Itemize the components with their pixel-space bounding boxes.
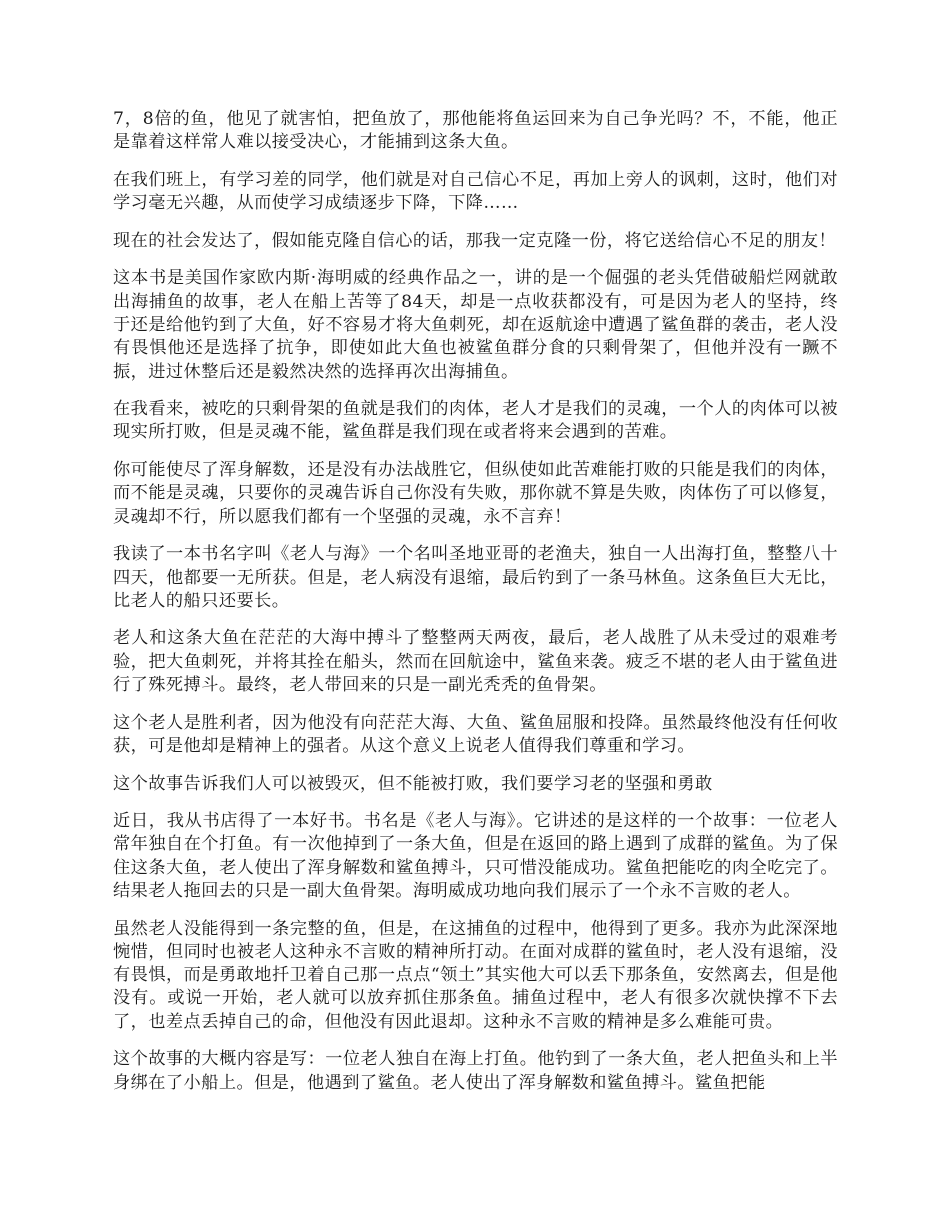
paragraph: 在我们班上，有学习差的同学，他们就是对自己信心不足，再加上旁人的讽刺，这时，他们对学习毫无兴趣，从而使学习成绩逐步下降，下降……	[113, 169, 838, 214]
paragraph: 现在的社会发达了，假如能克隆自信心的话，那我一定克隆一份，将它送给信心不足的朋友！	[113, 230, 837, 251]
paragraph: 你可能使尽了浑身解数，还是没有办法战胜它，但纵使如此苦难能打败的只能是我们的肉体，而不能是灵魂，只要你的灵魂告诉自己你没有失败，那你就不算是失败，肉体伤了可以修复，灵魂却不行，所以愿我们都有一个坚强的灵魂，永不言弃！	[113, 460, 838, 527]
paragraph: 这本书是美国作家欧内斯·海明威的经典作品之一，讲的是一个倔强的老头凭借破船烂网就敢出海捕鱼的故事，老人在船上苦等了84天，却是一点收获都没有，可是因为老人的坚持，终于还是给他钓到了大鱼，好不容易才将大鱼刺死，却在返航途中遭遇了鲨鱼群的袭击，老人没有畏惧他还是选择了抗争，即使如此大鱼也被鲨鱼群分食的只剩骨架了，但他并没有一蹶不振，进过休整后还是毅然决然的选择再次出海捕鱼。	[113, 268, 838, 382]
paragraph: 近日，我从书店得了一本好书。书名是《老人与海》。它讲述的是这样的一个故事：一位老人常年独自在个打鱼。有一次他掉到了一条大鱼，但是在返回的路上遇到了成群的鲨鱼。为了保住这条大鱼，老人使出了浑身解数和鲨鱼搏斗，只可惜没能成功。鲨鱼把能吃的肉全吃完了。结果老人拖回去的只是一副大鱼骨架。海明威成功地向我们展示了一个永不言败的老人。	[113, 811, 838, 901]
paragraph: 这个故事的大概内容是写：一位老人独自在海上打鱼。他钓到了一条大鱼，老人把鱼头和上半身绑在了小船上。但是，他遇到了鲨鱼。老人使出了浑身解数和鲨鱼搏斗。鲨鱼把能	[113, 1049, 838, 1093]
paragraph: 这个老人是胜利者，因为他没有向茫茫大海、大鱼、鲨鱼屈服和投降。虽然最终他没有任何收获，可是他却是精神上的强者。从这个意义上说老人值得我们尊重和学习。	[113, 712, 838, 756]
paragraph: 虽然老人没能得到一条完整的鱼，但是，在这捕鱼的过程中，他得到了更多。我亦为此深深地惋惜，但同时也被老人这种永不言败的精神所打动。在面对成群的鲨鱼时，老人没有退缩，没有畏惧，而是勇敢地扦卫着自己那一点点“领土”其实他大可以丢下那条鱼，安然离去，但是他没有。或说一开始，老人就可以放弃抓住那条鱼。捕鱼过程中，老人有很多次就快撑不下去了，也差点丢掉自己的命，但他没有因此退却。这种永不言败的精神是多么难能可贵。	[113, 918, 838, 1032]
paragraph: 我读了一本书名字叫《老人与海》一个名叫圣地亚哥的老渔夫，独自一人出海打鱼，整整八十四天，他都要一无所获。但是，老人病没有退缩，最后钓到了一条马林鱼。这条鱼巨大无比，比老人的船只还要长。	[113, 544, 838, 611]
paragraph: 在我看来，被吃的只剩骨架的鱼就是我们的肉体，老人才是我们的灵魂，一个人的肉体可以被现实所打败，但是灵魂不能，鲨鱼群是我们现在或者将来会遇到的苦难。	[113, 399, 838, 443]
paragraph: 老人和这条大鱼在茫茫的大海中搏斗了整整两天两夜，最后，老人战胜了从未受过的艰难考验，把大鱼刺死，并将其拴在船头，然而在回航途中，鲨鱼来袭。疲乏不堪的老人由于鲨鱼进行了殊死搏斗。最终，老人带回来的只是一副光秃秃的鱼骨架。	[113, 628, 838, 696]
paragraph: 7，8倍的鱼，他见了就害怕，把鱼放了，那他能将鱼运回来为自己争光吗？不，不能，他正是靠着这样常人难以接受决心，才能捕到这条大鱼。	[113, 109, 838, 153]
paragraph: 这个故事告诉我们人可以被毁灭，但不能被打败，我们要学习老的坚强和勇敢	[113, 773, 713, 794]
